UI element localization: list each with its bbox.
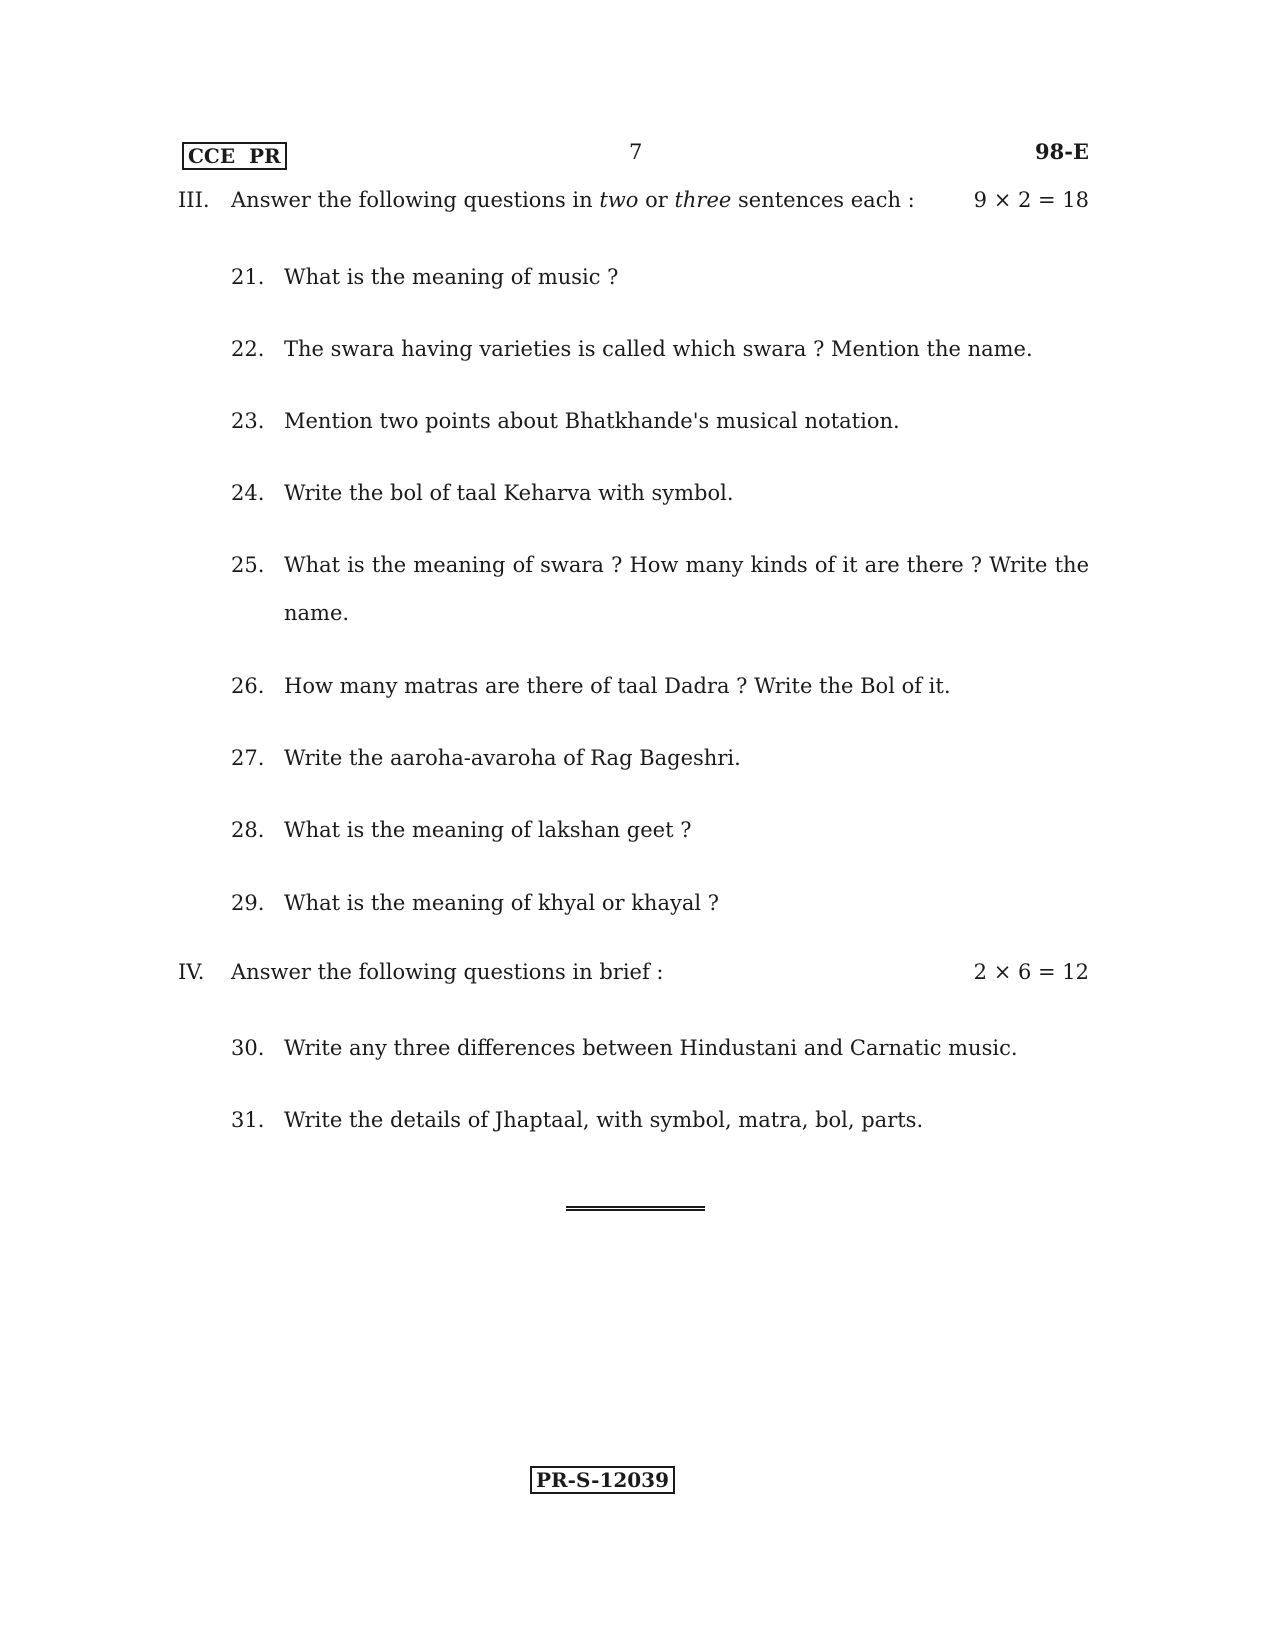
question-text: How many matras are there of taal Dadra ? Write the Bol of it. bbox=[284, 674, 951, 698]
section-3-instruction bbox=[231, 186, 915, 214]
question-text: Write any three differences between Hindustani and Carnatic music. bbox=[284, 1036, 1018, 1060]
question-text: Write the bol of taal Keharva with symbol. bbox=[284, 481, 734, 505]
page-number: 7 bbox=[629, 140, 643, 164]
section-4-instruction: Answer the following questions in brief : bbox=[231, 960, 664, 984]
series-code-box: CCE PR bbox=[182, 142, 287, 170]
section-3-instruction-mid: or bbox=[638, 188, 675, 212]
question-number: 27. bbox=[231, 746, 265, 770]
section-3-instruction-pre: Answer the following questions in bbox=[231, 188, 600, 212]
section-3-instruction-post: sentences each : bbox=[731, 188, 915, 212]
question-number: 22. bbox=[231, 337, 265, 361]
section-4-marks: 2 × 6 = 12 bbox=[973, 960, 1089, 984]
question-number: 31. bbox=[231, 1108, 265, 1132]
section-3-instruction-em2: three bbox=[674, 188, 732, 212]
paper-code: 98-E bbox=[1035, 139, 1089, 164]
section-3-numeral: III. bbox=[178, 188, 210, 212]
question-number: 25. bbox=[231, 553, 265, 577]
question-number: 21. bbox=[231, 265, 265, 289]
question-number: 30. bbox=[231, 1036, 265, 1060]
end-double-rule bbox=[566, 1206, 705, 1211]
question-text: What is the meaning of khyal or khayal ? bbox=[284, 891, 720, 915]
question-text: What is the meaning of swara ? How many kinds of it are there ? Write the name. bbox=[284, 553, 1089, 625]
question-text: What is the meaning of music ? bbox=[284, 265, 619, 289]
question-number: 26. bbox=[231, 674, 265, 698]
question-text: Mention two points about Bhatkhande's musical notation. bbox=[284, 409, 900, 433]
footer-code-box: PR-S-12039 bbox=[530, 1466, 675, 1494]
section-3-instruction-em1: two bbox=[599, 188, 639, 212]
question-number: 24. bbox=[231, 481, 265, 505]
question-text: The swara having varieties is called which swara ? Mention the name. bbox=[284, 337, 1033, 361]
question-number: 28. bbox=[231, 818, 265, 842]
section-3-marks: 9 × 2 = 18 bbox=[973, 188, 1089, 212]
question-text: Write the aaroha-avaroha of Rag Bageshri. bbox=[284, 746, 741, 770]
question-number: 23. bbox=[231, 409, 265, 433]
question-number: 29. bbox=[231, 891, 265, 915]
section-4-numeral: IV. bbox=[178, 960, 205, 984]
question-text: What is the meaning of lakshan geet ? bbox=[284, 818, 692, 842]
question-text: Write the details of Jhaptaal, with symbol, matra, bol, parts. bbox=[284, 1108, 924, 1132]
